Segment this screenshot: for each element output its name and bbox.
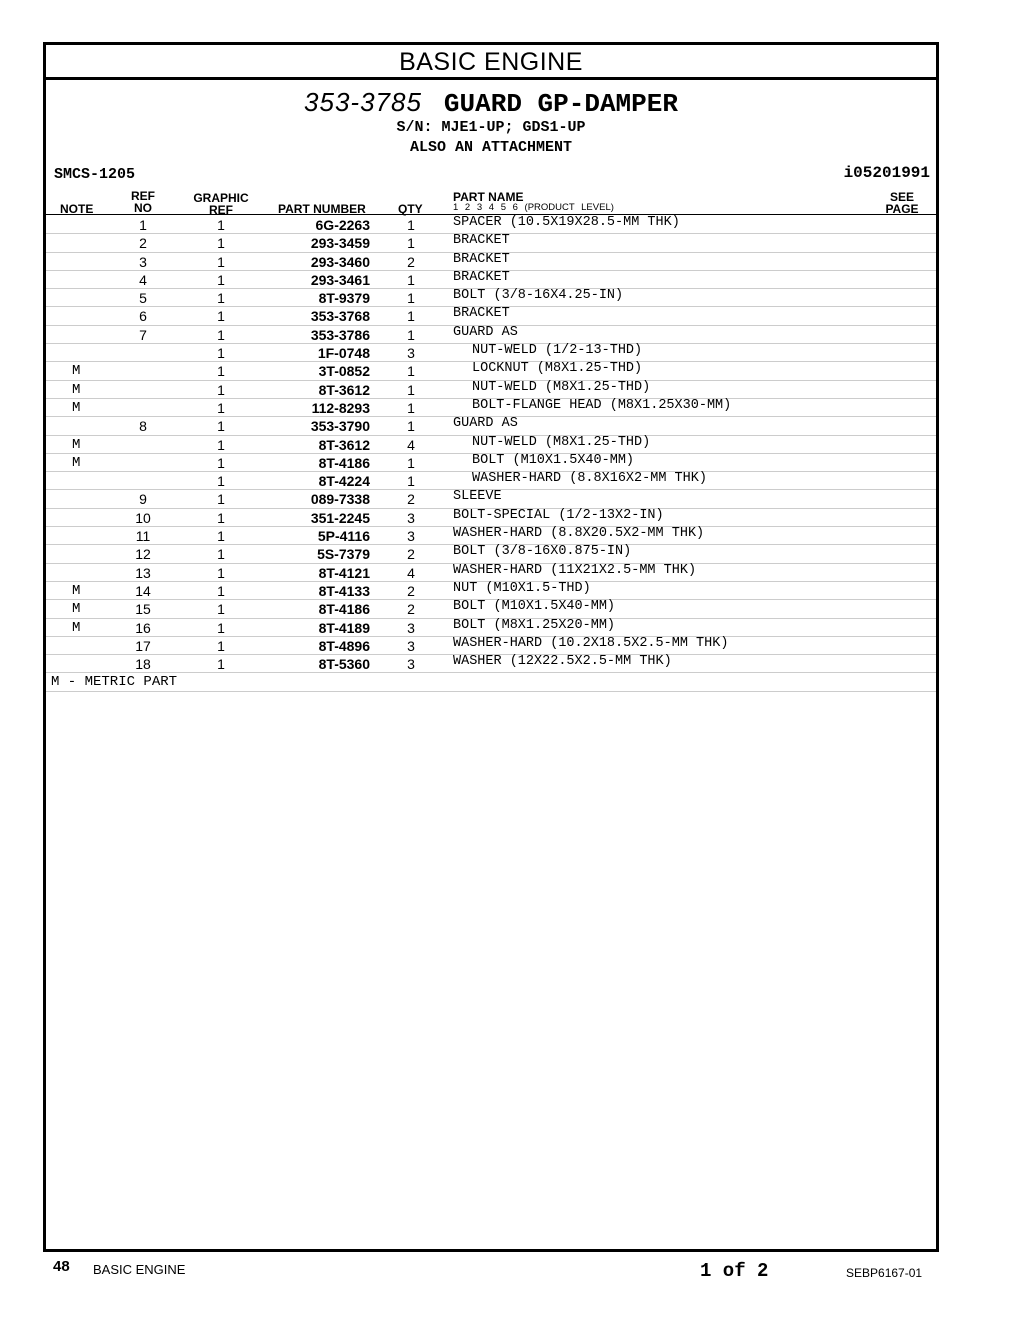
part-number-cell: 8T-4896 (318, 637, 370, 654)
note-cell: M (72, 601, 81, 618)
col-graphic-line2: REF (209, 203, 233, 217)
ref-no-cell: 12 (135, 546, 151, 563)
graphic-ref-cell: 1 (217, 509, 225, 526)
group-heading (46, 87, 936, 119)
part-name-cell: WASHER (12X22.5X2.5-MM THK) (453, 654, 672, 670)
note-cell: M (72, 436, 81, 453)
graphic-ref-cell: 1 (217, 235, 225, 252)
part-number-cell: 5P-4116 (317, 528, 370, 545)
col-graphic-ref (191, 192, 251, 216)
col-see-page (882, 191, 922, 215)
graphic-ref-cell: 1 (217, 271, 225, 288)
part-name-cell: SLEEVE (453, 489, 502, 505)
page-number: 48 (53, 1258, 70, 1275)
part-number-cell: 8T-5360 (318, 656, 370, 673)
qty-cell: 1 (407, 308, 415, 325)
ref-no-cell: 2 (139, 235, 147, 252)
table-row (46, 655, 936, 673)
part-number-cell: 353-3768 (310, 308, 370, 325)
col-ref-no (128, 190, 158, 214)
ref-no-cell: 14 (135, 582, 151, 599)
footer-section: BASIC ENGINE (93, 1262, 186, 1277)
graphic-ref-cell: 1 (217, 290, 225, 307)
part-number-cell: 8T-4186 (318, 601, 370, 618)
part-number-cell: 293-3460 (310, 253, 370, 270)
page-frame (43, 42, 939, 1252)
graphic-ref-cell: 1 (217, 399, 225, 416)
graphic-ref-cell: 1 (217, 326, 225, 343)
graphic-ref-cell: 1 (217, 454, 225, 471)
qty-cell: 2 (407, 601, 415, 618)
qty-cell: 4 (407, 436, 415, 453)
graphic-ref-cell: 1 (217, 253, 225, 270)
note-cell: M (72, 619, 81, 636)
ref-no-cell: 1 (139, 217, 147, 233)
col-ref-line2: NO (134, 201, 152, 215)
part-name-cell: GUARD AS (453, 324, 518, 340)
part-number-cell: 293-3461 (310, 271, 370, 288)
graphic-ref-cell: 1 (217, 637, 225, 654)
qty-cell: 2 (407, 546, 415, 563)
part-name-cell: BRACKET (453, 233, 510, 249)
note-cell: M (72, 399, 81, 416)
ref-no-cell: 7 (139, 326, 147, 343)
part-name-cell: WASHER-HARD (8.8X20.5X2-MM THK) (453, 526, 705, 542)
col-levels (453, 202, 614, 213)
col-part-name: PART NAME (453, 190, 524, 204)
qty-cell: 3 (407, 619, 415, 636)
ref-no-cell: 18 (135, 656, 151, 673)
ref-no-cell: 17 (135, 637, 151, 654)
part-number-cell: 8T-4121 (318, 564, 370, 581)
part-name-cell: WASHER-HARD (10.2X18.5X2.5-MM THK) (453, 635, 729, 651)
note-cell: M (72, 454, 81, 471)
part-number-cell: 8T-3612 (318, 436, 370, 453)
part-number-cell: 5S-7379 (317, 546, 370, 563)
part-number-cell: 112-8293 (311, 399, 370, 416)
graphic-ref-cell: 1 (217, 656, 225, 673)
qty-cell: 1 (407, 235, 415, 252)
qty-cell: 1 (407, 363, 415, 380)
footnote-row (46, 673, 936, 691)
ref-no-cell: 10 (135, 509, 151, 526)
graphic-ref-cell: 1 (217, 582, 225, 599)
note-cell: M (72, 582, 81, 599)
parts-list (46, 216, 936, 692)
graphic-ref-cell: 1 (217, 473, 225, 490)
col-see-line1: SEE (889, 190, 914, 204)
ref-no-cell: 11 (135, 528, 151, 545)
group-name: GUARD GP-DAMPER (443, 89, 678, 119)
qty-cell: 1 (407, 454, 415, 471)
illustration-id: i05201991 (843, 164, 930, 182)
qty-cell: 1 (407, 217, 415, 233)
col-ref-line1: REF (131, 189, 155, 203)
ref-no-cell: 8 (139, 418, 147, 435)
group-part-number: 353-3785 (304, 87, 422, 117)
ref-no-cell: 13 (135, 564, 151, 581)
col-part-number: PART NUMBER (278, 202, 366, 216)
part-name-cell: NUT-WELD (1/2-13-THD) (472, 343, 643, 359)
metric-footnote: M - METRIC PART (51, 674, 178, 691)
part-name-cell: WASHER-HARD (11X21X2.5-MM THK) (453, 562, 697, 578)
part-name-cell: BRACKET (453, 251, 510, 267)
graphic-ref-cell: 1 (217, 619, 225, 636)
part-name-cell: BOLT (M10X1.5X40-MM) (472, 452, 635, 468)
graphic-ref-cell: 1 (217, 308, 225, 325)
qty-cell: 1 (407, 473, 415, 490)
part-name-cell: GUARD AS (453, 416, 518, 432)
level-numbers: 1 2 3 4 5 6 (453, 202, 518, 213)
graphic-ref-cell: 1 (217, 528, 225, 545)
ref-no-cell: 16 (135, 619, 151, 636)
qty-cell: 2 (407, 253, 415, 270)
part-number-cell: 8T-4189 (318, 619, 370, 636)
graphic-ref-cell: 1 (217, 363, 225, 380)
part-name-cell: BOLT (M10X1.5X40-MM) (453, 599, 616, 615)
part-name-cell: BOLT-FLANGE HEAD (M8X1.25X30-MM) (472, 397, 732, 413)
graphic-ref-cell: 1 (217, 601, 225, 618)
part-number-cell: 353-3790 (310, 418, 370, 435)
qty-cell: 1 (407, 399, 415, 416)
col-graphic-line1: GRAPHIC (193, 191, 249, 205)
part-name-cell: WASHER-HARD (8.8X16X2-MM THK) (472, 471, 707, 487)
graphic-ref-cell: 1 (217, 564, 225, 581)
qty-cell: 3 (407, 509, 415, 526)
ref-no-cell: 3 (139, 253, 147, 270)
qty-cell: 1 (407, 271, 415, 288)
part-number-cell: 8T-3612 (318, 381, 370, 398)
attachment-note: ALSO AN ATTACHMENT (409, 139, 573, 156)
col-see-line2: PAGE (885, 202, 919, 216)
graphic-ref-cell: 1 (217, 381, 225, 398)
part-name-cell: NUT (M10X1.5-THD) (453, 580, 591, 596)
note-cell: M (72, 363, 81, 380)
smcs-code: SMCS-1205 (54, 166, 136, 183)
section-title: BASIC ENGINE (46, 45, 936, 80)
note-cell: M (72, 381, 81, 398)
graphic-ref-cell: 1 (217, 418, 225, 435)
qty-cell: 1 (407, 290, 415, 307)
part-name-cell: BRACKET (453, 306, 510, 322)
qty-cell: 1 (407, 326, 415, 343)
part-number-cell: 1F-0748 (317, 345, 370, 362)
qty-cell: 3 (407, 656, 415, 673)
part-number-cell: 351-2245 (310, 509, 370, 526)
part-number-cell: 6G-2263 (315, 217, 370, 233)
graphic-ref-cell: 1 (217, 546, 225, 563)
col-qty: QTY (398, 202, 423, 216)
part-number-cell: 3T-0852 (318, 363, 370, 380)
graphic-ref-cell: 1 (217, 491, 225, 508)
part-number-cell: 8T-4133 (318, 582, 370, 599)
qty-cell: 4 (407, 564, 415, 581)
qty-cell: 3 (407, 345, 415, 362)
qty-cell: 2 (407, 582, 415, 599)
part-name-cell: SPACER (10.5X19X28.5-MM THK) (453, 215, 680, 230)
part-name-cell: BOLT (3/8-16X4.25-IN) (453, 288, 624, 304)
ref-no-cell: 6 (139, 308, 147, 325)
graphic-ref-cell: 1 (217, 436, 225, 453)
qty-cell: 1 (407, 381, 415, 398)
page-of: 1 of 2 (700, 1260, 769, 1282)
part-name-cell: NUT-WELD (M8X1.25-THD) (472, 434, 651, 450)
product-level-label: (PRODUCT LEVEL) (524, 202, 614, 213)
part-number-cell: 089-7338 (310, 491, 370, 508)
part-number-cell: 353-3786 (310, 326, 370, 343)
qty-cell: 2 (407, 491, 415, 508)
serial-range: S/N: MJE1-UP; GDS1-UP (396, 119, 586, 136)
ref-no-cell: 15 (135, 601, 151, 618)
part-name-cell: LOCKNUT (M8X1.25-THD) (472, 361, 643, 377)
part-number-cell: 8T-4224 (318, 473, 370, 490)
qty-cell: 3 (407, 637, 415, 654)
part-name-cell: BOLT (3/8-16X0.875-IN) (453, 544, 632, 560)
doc-id: SEBP6167-01 (846, 1266, 923, 1280)
graphic-ref-cell: 1 (217, 345, 225, 362)
ref-no-cell: 5 (139, 290, 147, 307)
ref-no-cell: 4 (139, 271, 147, 288)
qty-cell: 3 (407, 528, 415, 545)
part-number-cell: 293-3459 (310, 235, 370, 252)
qty-cell: 1 (407, 418, 415, 435)
part-name-cell: BOLT-SPECIAL (1/2-13X2-IN) (453, 507, 664, 523)
part-name-cell: BOLT (M8X1.25X20-MM) (453, 617, 616, 633)
part-name-cell: BRACKET (453, 269, 510, 285)
graphic-ref-cell: 1 (217, 217, 225, 233)
part-number-cell: 8T-9379 (318, 290, 370, 307)
col-note: NOTE (60, 202, 94, 216)
ref-no-cell: 9 (139, 491, 147, 508)
part-number-cell: 8T-4186 (318, 454, 370, 471)
part-name-cell: NUT-WELD (M8X1.25-THD) (472, 379, 651, 395)
